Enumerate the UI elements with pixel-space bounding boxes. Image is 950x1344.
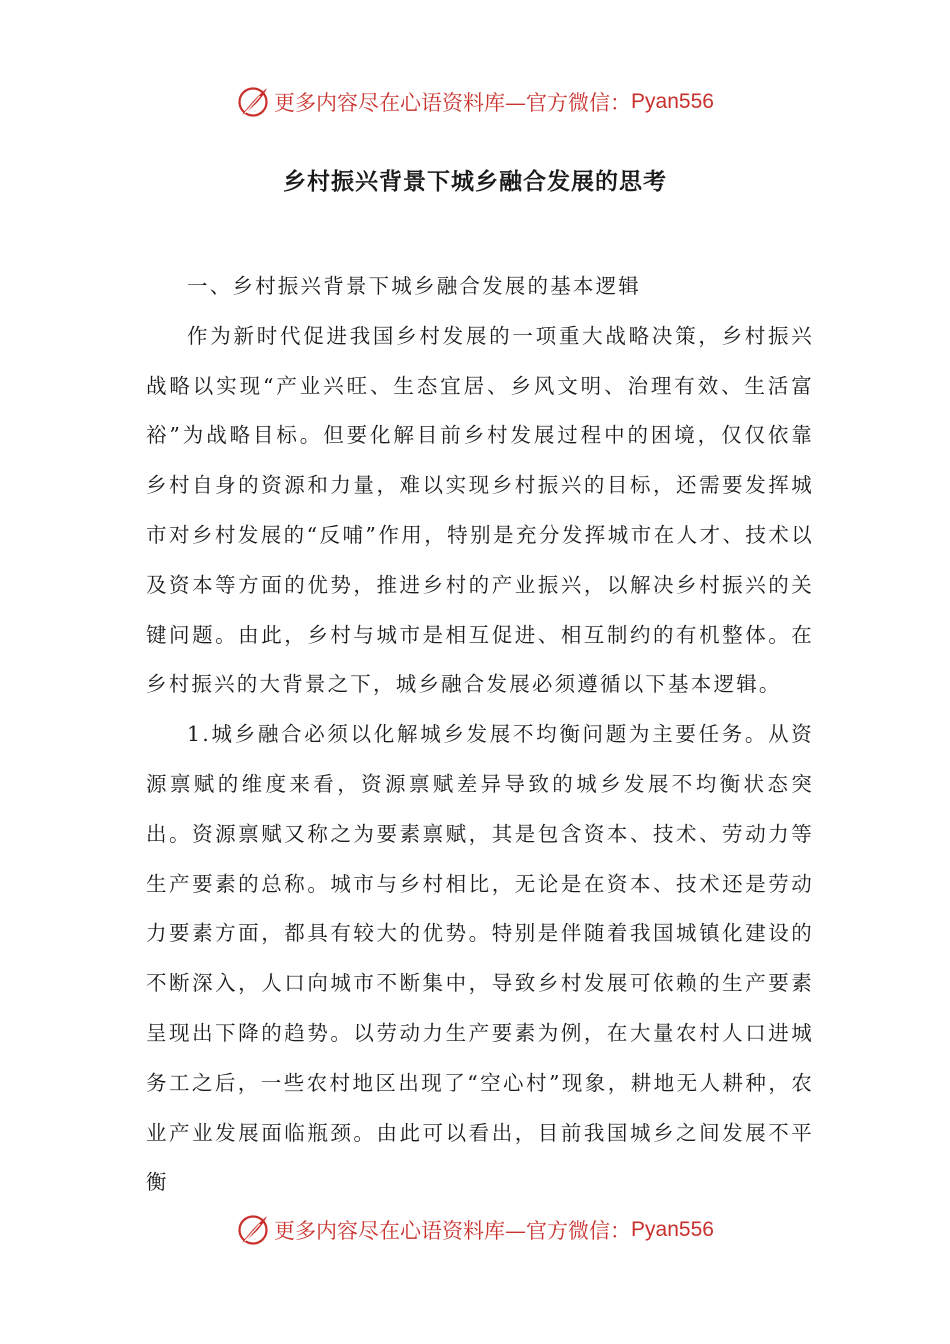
- banner-slogan: 更多内容尽在心语资料库—官方微信：: [274, 91, 632, 115]
- document-body: [146, 262, 814, 1208]
- document-title: 乡村振兴背景下城乡融合发展的思考: [283, 168, 667, 195]
- quill-pen-in-circle-icon: [236, 1213, 270, 1247]
- quill-pen-in-circle-icon: [236, 85, 270, 119]
- wechat-id: Pyan556: [631, 90, 714, 113]
- banner-slogan: 更多内容尽在心语资料库—官方微信：: [274, 1219, 632, 1243]
- paragraph: 1.城乡融合必须以化解城乡发展不均衡问题为主要任务。从资源禀赋的维度来看，资源禀赋差异导致的城乡发展不均衡状态突出。资源禀赋又称之为要素禀赋，其是包含资本、技术、劳动力等生产要素的总称。城市与乡村相比，无论是在资本、技术还是劳动力要素方面，都具有较大的优势。特别是伴随着我国城镇化建设的不断深入，人口向城市不断集中，导致乡村发展可依赖的生产要素呈现出下降的趋势。以劳动力生产要素为例，在大量农村人口进城务工之后，一些农村地区出现了“空心村”现象，耕地无人耕种，农业产业发展面临瓶颈。由此可以看出，目前我国城乡之间发展不平衡: [146, 722, 814, 1195]
- wechat-id: Pyan556: [631, 1218, 714, 1241]
- header-banner: [0, 82, 950, 122]
- paragraph: 作为新时代促进我国乡村发展的一项重大战略决策，乡村振兴战略以实现“产业兴旺、生态宜居、乡风文明、治理有效、生活富裕”为战略目标。但要化解目前乡村发展过程中的困境，仅仅依靠乡村自身的资源和力量，难以实现乡村振兴的目标，还需要发挥城市对乡村发展的“反哺”作用，特别是充分发挥城市在人才、技术以及资本等方面的优势，推进乡村的产业振兴，以解决乡村振兴的关键问题。由此，乡村与城市是相互促进、相互制约的有机整体。在乡村振兴的大背景之下，城乡融合发展必须遵循以下基本逻辑。: [146, 323, 814, 697]
- footer-banner: [0, 1210, 950, 1250]
- section-heading: 一、乡村振兴背景下城乡融合发展的基本逻辑: [187, 274, 641, 298]
